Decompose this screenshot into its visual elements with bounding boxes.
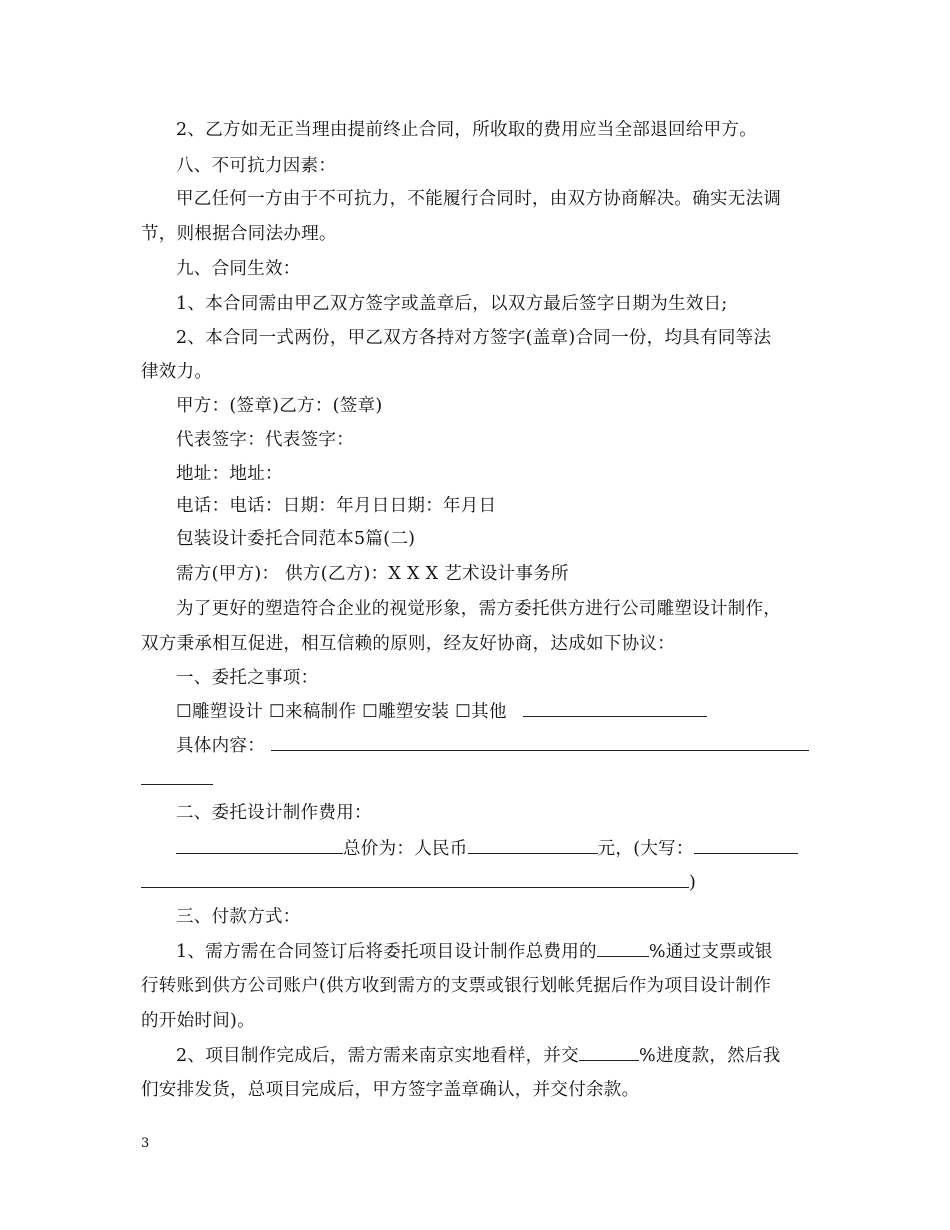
- payment-2-text-a: 2、项目制作完成后，需方需来南京实地看样，并交: [176, 1046, 580, 1066]
- payment-1-text-b: %通过支票或银: [648, 942, 773, 962]
- phone-date-line: 电话：电话：日期：年月日日期：年月日: [176, 496, 497, 516]
- contract-title: 包装设计委托合同范本5篇(二): [176, 529, 416, 549]
- payment-2-line2: 们安排发货，总项目完成后，甲方签字盖章确认，并交付余款。: [141, 1080, 640, 1100]
- section-8-heading: 八、不可抗力因素：: [176, 156, 337, 176]
- price-line: [176, 836, 798, 861]
- content-blank: [271, 733, 809, 751]
- content-line: [176, 733, 809, 758]
- address-line: 地址：地址：: [176, 464, 283, 484]
- parties-line: 需方(甲方)： 供方(乙方)：X X X 艺术设计事务所: [176, 564, 569, 584]
- yuan-capital-label: 元，(大写：: [597, 839, 694, 859]
- percent-blank-2: [579, 1043, 639, 1061]
- payment-1-text-a: 1、需方需在合同签订后将委托项目设计制作总费用的: [176, 942, 597, 962]
- preamble-line2: 双方秉承相互促进，相互信赖的原则，经友好协商，达成如下协议：: [141, 634, 675, 654]
- payment-1-line1: [176, 939, 773, 964]
- section-3-heading: 三、付款方式：: [176, 907, 301, 927]
- page-number: 3: [141, 1136, 150, 1151]
- signature-line: 甲方：(签章)乙方：(签章): [176, 396, 383, 416]
- preamble-line1: 为了更好的塑造符合企业的视觉形象，需方委托供方进行公司雕塑设计制作，: [176, 599, 782, 619]
- capital-blank: [694, 836, 798, 854]
- item-blank: [176, 836, 343, 854]
- payment-1-line3: 的开始时间)。: [141, 1011, 255, 1031]
- price-line-continued: [141, 870, 696, 895]
- payment-2-text-b: %进度款，然后我: [639, 1046, 781, 1066]
- clause-9-2-line1: 2、本合同一式两份，甲乙双方各持对方签字(盖章)合同一份，均具有同等法: [176, 328, 772, 348]
- clause-9-1: 1、本合同需由甲乙双方签字或盖章后，以双方最后签字日期为生效日;: [176, 294, 728, 314]
- total-price-label: 总价为：人民币: [343, 839, 468, 859]
- payment-2-line1: [176, 1043, 781, 1068]
- close-paren: ): [689, 873, 697, 893]
- section-2-heading: 二、委托设计制作费用：: [176, 803, 372, 823]
- checkbox-options-line: [176, 699, 707, 724]
- representative-line: 代表签字：代表签字：: [176, 430, 354, 450]
- section-9-heading: 九、合同生效：: [176, 259, 301, 279]
- percent-blank-1: [597, 939, 649, 957]
- payment-1-line2: 行转账到供方公司账户(供方收到需方的支票或银行划帐凭据后作为项目设计制作: [141, 976, 772, 996]
- rmb-blank: [468, 836, 598, 854]
- content-label: 具体内容：: [176, 736, 265, 756]
- other-blank: [523, 699, 707, 717]
- content-blank-2: [141, 767, 213, 785]
- clause-9-2-line2: 律效力。: [141, 362, 213, 382]
- force-majeure-text-1: 甲乙任何一方由于不可抗力，不能履行合同时，由双方协商解决。确实无法调: [176, 189, 782, 209]
- clause-7-2: 2、乙方如无正当理由提前终止合同，所收取的费用应当全部退回给甲方。: [176, 120, 758, 140]
- content-blank-continued: [141, 767, 213, 792]
- capital-blank-2: [141, 870, 689, 888]
- checkbox-options: ☐雕塑设计 ☐来稿制作 ☐雕塑安装 ☐其他: [176, 702, 507, 722]
- force-majeure-text-2: 节，则根据合同法办理。: [141, 224, 337, 244]
- section-1-heading: 一、委托之事项：: [176, 668, 319, 688]
